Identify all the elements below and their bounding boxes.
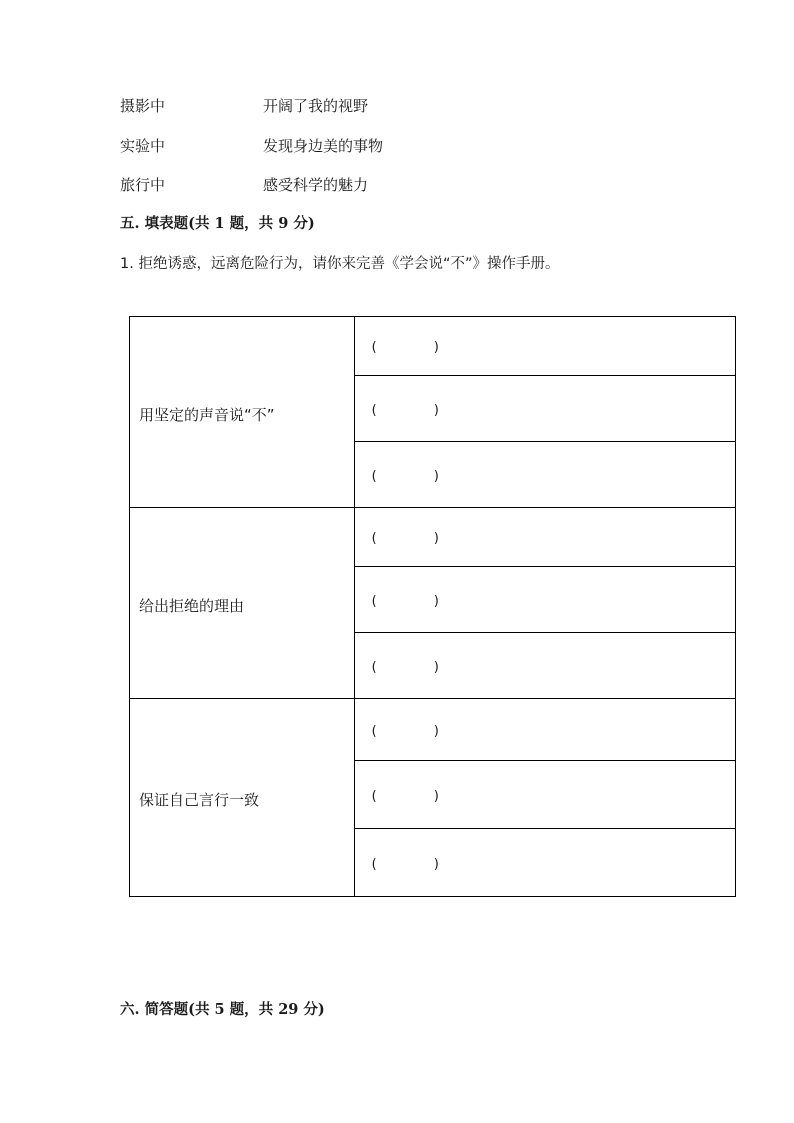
answer-blank[interactable]: [355, 699, 736, 761]
question-one-text: 1. 拒绝诱惑，远离危险行为，请你来完善《学会说“不”》操作手册。: [120, 256, 560, 272]
answer-blank[interactable]: [355, 442, 736, 508]
answer-blank[interactable]: [355, 633, 736, 699]
answer-blank[interactable]: [355, 567, 736, 633]
matching-left-item: 摄影中: [120, 97, 166, 115]
answer-parentheses: ( ): [370, 402, 441, 418]
category-cell: [130, 317, 355, 508]
answer-parentheses: ( ): [370, 659, 441, 675]
answer-blank[interactable]: [355, 761, 736, 829]
answer-parentheses: ( ): [370, 593, 441, 609]
refusal-manual-table: [129, 316, 736, 897]
category-label: 保证自己言行一致: [139, 791, 260, 809]
category-cell: [130, 508, 355, 699]
answer-blank[interactable]: [355, 317, 736, 376]
matching-right-item: 感受科学的魅力: [263, 176, 369, 194]
answer-parentheses: ( ): [370, 723, 441, 739]
answer-blank[interactable]: [355, 376, 736, 442]
category-label: 给出拒绝的理由: [139, 596, 245, 615]
section-six-title: 六. 简答题(共 5 题，共 29 分): [120, 1001, 325, 1018]
matching-right-item: 发现身边美的事物: [263, 137, 384, 155]
answer-parentheses: ( ): [370, 340, 441, 355]
answer-parentheses: ( ): [370, 531, 441, 546]
table-row: [130, 508, 736, 567]
matching-right-item: 开阔了我的视野: [263, 97, 369, 115]
answer-parentheses: ( ): [370, 788, 441, 804]
matching-left-item: 旅行中: [120, 176, 166, 194]
answer-parentheses: ( ): [370, 468, 441, 484]
answer-blank[interactable]: [355, 508, 736, 567]
answer-parentheses: ( ): [370, 856, 441, 872]
table-row: [130, 317, 736, 376]
table-row: [130, 699, 736, 761]
category-cell: [130, 699, 355, 897]
matching-left-item: 实验中: [120, 137, 166, 155]
category-label: 用坚定的声音说“不”: [139, 405, 275, 424]
answer-blank[interactable]: [355, 829, 736, 897]
section-five-title: 五. 填表题(共 1 题，共 9 分): [120, 215, 315, 232]
